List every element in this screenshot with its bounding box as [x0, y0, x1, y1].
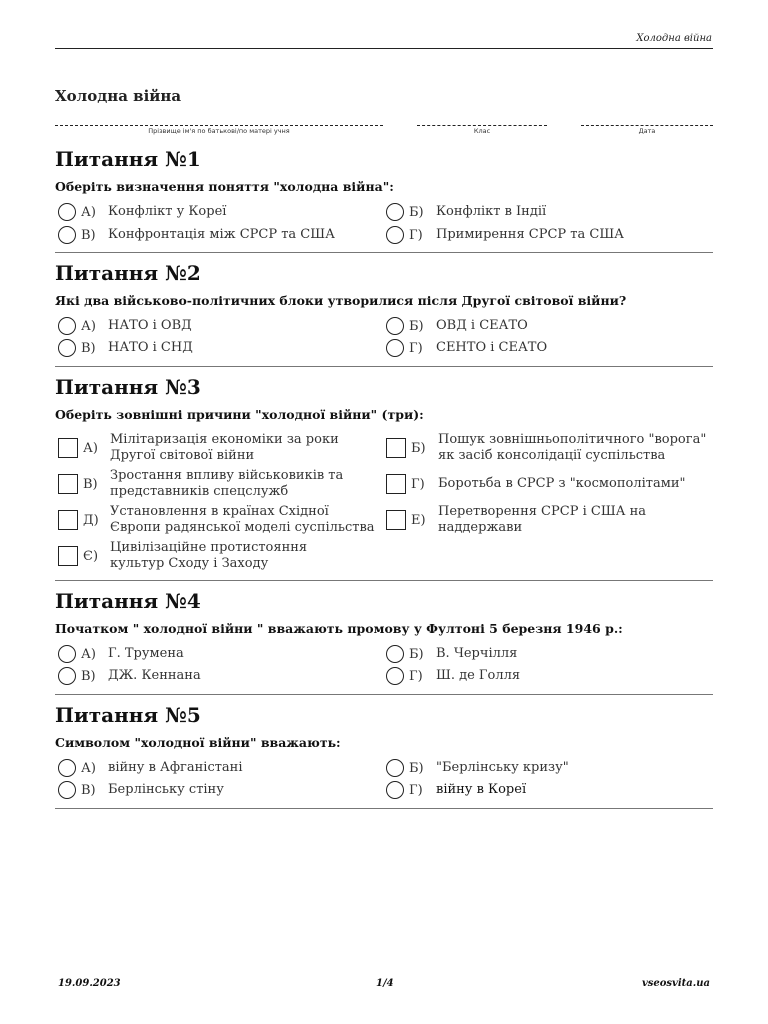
option-text: Установлення в країнах Східної Європи радянської моделі суспільства	[110, 504, 375, 535]
radio-button[interactable]	[58, 339, 76, 357]
option-text: Зростання впливу військовиків та представників спецслужб	[110, 468, 344, 499]
option-text: війну в Афганістані	[108, 760, 243, 775]
question-1-prompt: Оберіть визначення поняття "холодна війна":	[55, 179, 394, 194]
option-text: Конфронтація між СРСР та США	[108, 227, 335, 242]
option-text: Цивілізаційне протистояння культур Сходу і Заходу	[110, 540, 308, 571]
checkbox[interactable]	[386, 510, 406, 530]
radio-button[interactable]	[58, 226, 76, 244]
q2-option-a[interactable]	[58, 317, 192, 335]
option-text: Перетворення СРСР і США на наддержави	[438, 504, 647, 535]
q5-option-b[interactable]	[386, 759, 569, 777]
option-text: В. Черчілля	[436, 646, 518, 661]
option-text: ОВД і СЕАТО	[436, 318, 528, 333]
q4-option-b[interactable]	[386, 645, 517, 663]
option-letter: Г)	[409, 668, 423, 684]
option-letter: В)	[83, 476, 98, 492]
test-title: Холодна війна	[55, 87, 182, 105]
question-3-prompt: Оберіть зовнішні причини "холодної війни" (три):	[55, 407, 424, 422]
checkbox[interactable]	[386, 474, 406, 494]
option-letter: А)	[81, 204, 96, 220]
q2-option-v[interactable]	[58, 339, 193, 357]
q1-option-g[interactable]	[386, 226, 624, 244]
q2-option-b[interactable]	[386, 317, 528, 335]
question-5-prompt: Символом "холодної війни" вважають:	[55, 735, 341, 750]
q5-option-a[interactable]	[58, 759, 243, 777]
radio-button[interactable]	[386, 781, 404, 799]
option-letter: Б)	[409, 204, 424, 220]
q4-option-v[interactable]	[58, 667, 201, 685]
option-letter: Б)	[409, 760, 424, 776]
radio-button[interactable]	[386, 667, 404, 685]
header-rule	[55, 48, 713, 49]
option-text: Примирення СРСР та США	[436, 227, 624, 242]
question-separator	[55, 808, 713, 809]
q3-option-g[interactable]	[386, 468, 708, 500]
signature-row	[55, 118, 713, 140]
footer-site: vseosvita.ua	[641, 978, 710, 989]
option-text: НАТО і СНД	[108, 340, 193, 355]
running-header-title: Холодна війна	[636, 33, 712, 44]
radio-button[interactable]	[386, 645, 404, 663]
question-1-heading: Питання №1	[55, 147, 201, 171]
option-text: Берлінську стіну	[108, 782, 224, 797]
question-separator	[55, 252, 713, 253]
option-letter: Б)	[409, 646, 424, 662]
option-letter: В)	[81, 340, 96, 356]
checkbox[interactable]	[58, 474, 78, 494]
class-label: Клас	[473, 127, 491, 135]
student-name-line	[55, 118, 383, 126]
radio-button[interactable]	[58, 317, 76, 335]
option-letter: Б)	[411, 440, 426, 456]
option-letter: Г)	[409, 782, 423, 798]
radio-button[interactable]	[58, 203, 76, 221]
radio-button[interactable]	[58, 645, 76, 663]
option-letter: Г)	[409, 227, 423, 243]
option-text: "Берлінську кризу"	[436, 760, 569, 775]
date-line	[581, 118, 713, 126]
option-letter: Е)	[411, 512, 426, 528]
q5-option-g[interactable]	[386, 781, 526, 799]
q1-option-v[interactable]	[58, 226, 335, 244]
q4-option-g[interactable]	[386, 667, 520, 685]
option-letter: А)	[81, 318, 96, 334]
radio-button[interactable]	[386, 339, 404, 357]
radio-button[interactable]	[58, 667, 76, 685]
footer-date: 19.09.2023	[58, 978, 121, 989]
option-letter: В)	[81, 782, 96, 798]
option-letter: Г)	[409, 340, 423, 356]
question-3-heading: Питання №3	[55, 375, 201, 399]
q3-option-a[interactable]	[58, 432, 380, 464]
option-letter: Є)	[83, 548, 99, 564]
option-letter: А)	[81, 646, 96, 662]
option-letter: В)	[81, 227, 96, 243]
option-text: Мілітаризація економіки за роки Другої світової війни	[110, 432, 339, 463]
option-text: Ш. де Голля	[436, 668, 521, 683]
option-letter: Г)	[411, 476, 425, 492]
checkbox[interactable]	[386, 438, 406, 458]
radio-button[interactable]	[386, 203, 404, 221]
option-letter: Б)	[409, 318, 424, 334]
option-letter: А)	[81, 760, 96, 776]
option-letter: А)	[83, 440, 98, 456]
q3-option-b[interactable]	[386, 432, 708, 464]
q5-option-v[interactable]	[58, 781, 224, 799]
option-text: НАТО і ОВД	[108, 318, 192, 333]
question-4-prompt: Початком " холодної війни " вважають промову у Фултоні 5 березня 1946 р.:	[55, 621, 623, 636]
date-label: Дата	[638, 127, 656, 135]
radio-button[interactable]	[58, 781, 76, 799]
radio-button[interactable]	[386, 226, 404, 244]
date-field[interactable]	[581, 118, 713, 135]
q1-option-b[interactable]	[386, 203, 546, 221]
question-separator	[55, 694, 713, 695]
question-5-heading: Питання №5	[55, 703, 201, 727]
class-field[interactable]	[417, 118, 547, 135]
question-4-heading: Питання №4	[55, 589, 201, 613]
q3-option-d[interactable]	[58, 504, 380, 536]
q4-option-a[interactable]	[58, 645, 184, 663]
radio-button[interactable]	[58, 759, 76, 777]
question-separator	[55, 366, 713, 367]
option-text: ДЖ. Кеннана	[108, 668, 201, 683]
checkbox[interactable]	[58, 510, 78, 530]
question-2-prompt: Які два військово-політичних блоки утворилися після Другої світової війни?	[55, 293, 627, 308]
student-name-field[interactable]	[55, 118, 383, 135]
q1-option-a[interactable]	[58, 203, 226, 221]
option-text: війну в Кореї	[436, 782, 527, 797]
question-2-heading: Питання №2	[55, 261, 201, 285]
option-text: Конфлікт в Індії	[436, 204, 547, 219]
option-text: Г. Трумена	[108, 646, 184, 661]
student-name-label: Прізвище ім'я по батькові/по матері учня	[148, 127, 290, 135]
option-text: СЕНТО і СЕАТО	[436, 340, 548, 355]
option-letter: В)	[81, 668, 96, 684]
class-line	[417, 118, 547, 126]
radio-button[interactable]	[386, 317, 404, 335]
q2-option-g[interactable]	[386, 339, 547, 357]
radio-button[interactable]	[386, 759, 404, 777]
q3-option-ye[interactable]	[58, 540, 360, 572]
checkbox[interactable]	[58, 438, 78, 458]
q3-option-e[interactable]	[386, 504, 658, 536]
q3-option-v[interactable]	[58, 468, 380, 500]
option-letter: Д)	[83, 512, 99, 528]
option-text: Конфлікт у Кореї	[108, 204, 227, 219]
option-text: Боротьба в СРСР з "космополітами"	[438, 476, 686, 491]
checkbox[interactable]	[58, 546, 78, 566]
question-separator	[55, 580, 713, 581]
footer-page-number: 1/4	[376, 978, 394, 989]
option-text: Пошук зовнішньополітичного "ворога" як засіб консолідації суспільства	[438, 432, 707, 463]
